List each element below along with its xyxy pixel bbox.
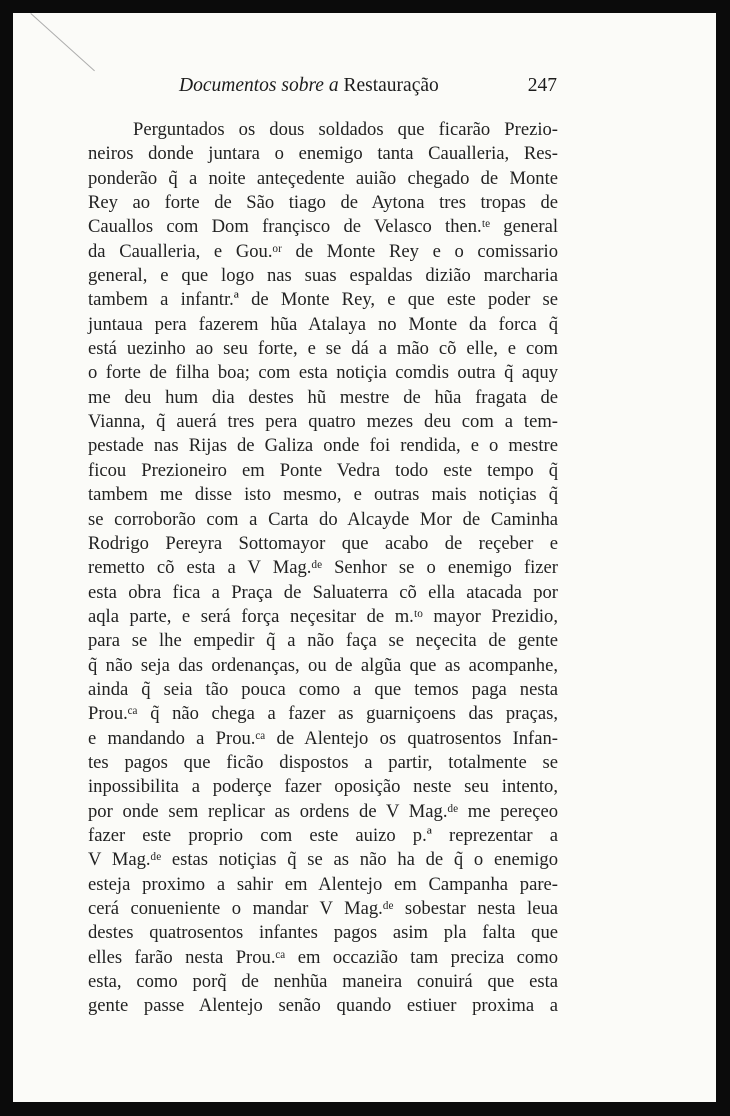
text-line: está uezinho ao seu forte, e se dá a mão cõ elle, e com [88,338,558,360]
text-line: e mandando a Prou.ᶜᵃ de Alentejo os quatrosentos Infan- [88,727,558,749]
text-line: Prou.ᶜᵃ q̃ não chega a fazer as guarniçoens das praças, [88,703,558,725]
running-head-roman: Restauração [343,75,439,96]
text-line: tes pagos que ficão dispostos a partir, totalmente se [88,751,558,773]
text-line: ainda q̃ seia tão pouca como a que temos paga nesta [88,678,558,700]
running-head-title [179,75,439,97]
text-line: Rodrigo Pereyra Sottomayor que acabo de reçeber e [88,532,558,554]
text-line: tambem a infantr.ª de Monte Rey, e que este poder se [88,289,558,311]
page-number: 247 [527,75,557,96]
text-line: inpossibilita a poderçe fazer oposição neste seu intento, [88,776,558,798]
document-page [13,13,716,1102]
text-line: V Mag.ᵈᵉ estas notiçias q̃ se as não ha de q̃ o enemigo [88,849,558,871]
text-line: aqla parte, e será força neçesitar de m.ᵗᵒ mayor Prezidio, [88,605,558,627]
text-line: pestade nas Rijas de Galiza onde foi rendida, e o mestre [88,435,558,457]
text-line: me deu hum dia destes hũ mestre de hũa fragata de [88,386,558,408]
text-line: o forte de filha boa; com esta notiçia comdis outra q̃ aquy [88,362,558,384]
text-line: gente passe Alentejo senão quando estiuer proxima a [88,995,558,1017]
text-line: juntaua pera fazerem hũa Atalaya no Monte da forca q̃ [88,313,558,335]
text-line: se corroborão com a Carta do Alcayde Mor de Caminha [88,508,558,530]
text-line: elles farão nesta Prou.ᶜᵃ em occazião tam preciza como [88,946,558,968]
text-line: Rey ao forte de São tiago de Aytona tres tropas de [88,192,558,214]
body-text [88,118,558,1019]
text-line: esta obra fica a Praça de Saluaterra cõ ella atacada por [88,581,558,603]
running-head [179,73,557,103]
text-line: esta, como porq̃ de nenhũa maneira conuirá que esta [88,971,558,993]
text-line: da Caualleria, e Gou.ᵒʳ de Monte Rey e o comissario [88,240,558,262]
text-line: Cauallos com Dom françisco de Velasco then.ᵗᵉ general [88,216,558,238]
running-head-italic: Documentos sobre a [179,75,339,96]
text-line: tambem me disse isto mesmo, e outras mais notiçias q̃ [88,484,558,506]
text-line: destes quatrosentos infantes pagos asim pla falta que [88,922,558,944]
text-line: Vianna, q̃ auerá tres pera quatro mezes deu com a tem- [88,411,558,433]
text-line: por onde sem replicar as ordens de V Mag.ᵈᵉ me pereçeo [88,800,558,822]
text-line: ponderão q̃ a noite anteçedente auião chegado de Monte [88,167,558,189]
page-fold-mark [30,13,95,71]
text-line: q̃ não seja das ordenanças, ou de algũa que as acompanhe, [88,654,558,676]
text-line: ficou Prezioneiro em Ponte Vedra todo este tempo q̃ [88,459,558,481]
text-line: esteja proximo a sahir em Alentejo em Campanha pare- [88,873,558,895]
text-line: para se lhe empedir q̃ a não faça se neçecita de gente [88,630,558,652]
text-line: neiros donde juntara o enemigo tanta Caualleria, Res- [88,143,558,165]
text-line: general, e que logo nas suas espaldas dizião marcharia [88,265,558,287]
text-line: fazer este proprio com este auizo p.ª reprezentar a [88,824,558,846]
text-line: remetto cõ esta a V Mag.ᵈᵉ Senhor se o enemigo fizer [88,557,558,579]
text-line: cerá conueniente o mandar V Mag.ᵈᵉ sobestar nesta leua [88,898,558,919]
text-line: Perguntados os dous soldados que ficarão Prezio- [133,119,558,140]
